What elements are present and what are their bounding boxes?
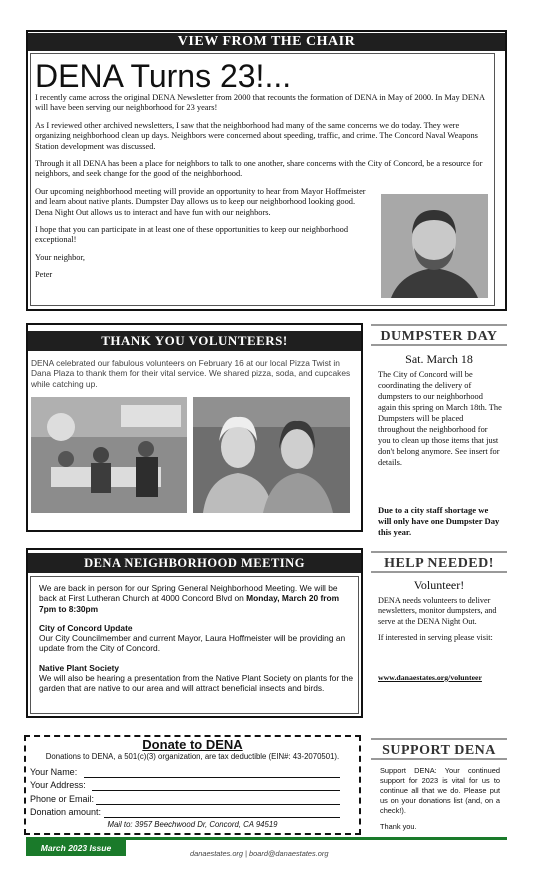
meeting-plant-text: We will also be hearing a presentation from the Native Plant Society on plants for the garden that are native to our area and will attract beneficial insects and birds. [39, 673, 354, 694]
donate-mail-address: Mail to: 3957 Beechwood Dr, Concord, CA 94519 [107, 820, 278, 829]
donate-title: Donate to DENA [142, 737, 243, 752]
chair-paragraph: I recently came across the original DENA Newsletter from 2000 that recounts the formation of DENA in May of 2000. In May DENA will have been serving our neighborhood for 23 years! [35, 93, 485, 113]
chair-paragraph: As I reviewed other archived newsletters, I saw that the neighborhood had many of the same concerns we do today. They were organizing neighborhood clean up days. Neighbors were concerned about speeding, traffic, and crime. The Concord Naval Weapons Station development was discussed. [35, 120, 478, 151]
help-subheader: Volunteer! [413, 578, 465, 592]
help-body [378, 596, 502, 644]
dumpster-notice: Due to a city staff shortage we will only have one Dumpster Day this year. [378, 505, 500, 537]
chair-signature: Peter [35, 270, 53, 280]
dumpster-text: The City of Concord will be coordinating the delivery of dumpsters to our neighborhood again this spring on March 18th. The Dumpsters will be placed throughout the neighborhood for you to clean up those items that just don't belong anymore. See insert for details. [378, 370, 502, 467]
meeting-plant [39, 663, 354, 694]
support-header: SUPPORT DENA [371, 738, 507, 760]
volunteers-text: DENA celebrated our fabulous volunteers on February 16 at our local Pizza Twist in Dana Plaza to thank them for their vital service. We shared pizza, soda, and cupcakes while catching up. [31, 358, 351, 389]
help-text: DENA needs volunteers to deliver newsletters, monitor dumpsters, and serve at the DENA Night Out. [378, 596, 497, 626]
donate-address-field[interactable] [92, 790, 340, 791]
chair-paragraph: I hope that you can participate in at least one of these opportunities to keep our neighborhood exceptional! [35, 225, 349, 245]
help-contact: If interested in serving please visit: [378, 633, 493, 643]
volunteer-party-photo [31, 397, 187, 513]
chair-paragraph: Through it all DENA has been a place for neighbors to talk to one another, share concerns with the City of Concord, be a resource for neighbors, and seek change for the good of the neighborhood. [35, 159, 483, 179]
issue-label: March 2023 Issue [26, 840, 126, 856]
chair-header: VIEW FROM THE CHAIR [28, 33, 505, 51]
donate-contact-label: Phone or Email: [30, 794, 95, 804]
footer-contact: danaestates.org | board@danaestates.org [190, 849, 329, 858]
meeting-update [39, 623, 354, 654]
help-header: HELP NEEDED! [371, 551, 507, 573]
volunteer-link[interactable]: www.danaestates.org/volunteer [378, 673, 482, 682]
donate-name-field[interactable] [84, 777, 340, 778]
dumpster-header: DUMPSTER DAY [371, 324, 507, 346]
chair-signoff: Your neighbor, [35, 252, 85, 262]
donate-address-label: Your Address: [30, 780, 86, 790]
volunteers-header: THANK YOU VOLUNTEERS! [28, 331, 361, 351]
chair-title: DENA Turns 23!... [35, 58, 292, 94]
meeting-update-title: City of Concord Update [39, 622, 133, 633]
support-text: Support DENA: Your continued support for 2023 is vital for us to continue all that we do. Please put us on your donations list (and, on a check!). [380, 766, 500, 815]
meeting-header: DENA NEIGHBORHOOD MEETING [28, 553, 361, 573]
donate-amount-label: Donation amount: [30, 807, 102, 817]
meeting-plant-title: Native Plant Society [39, 662, 120, 673]
donate-contact-field[interactable] [96, 804, 340, 805]
chair-portrait-photo [381, 194, 488, 298]
support-thanks: Thank you. [380, 822, 417, 831]
volunteers-portrait-photo [193, 397, 350, 513]
meeting-update-text: Our City Councilmember and current Mayor, Laura Hoffmeister will be providing an update from the City of Concord. [39, 633, 346, 654]
chair-paragraph: Our upcoming neighborhood meeting will provide an opportunity to hear from Mayor Hoffmeister and learn about native plants. Dumpster Day allows us to keep our neighborhood looking good. Dena Night Out allows us to interact and have fun with our neighbors. [35, 186, 366, 217]
meeting-body [39, 583, 354, 703]
meeting-intro [39, 583, 354, 614]
donate-amount-field[interactable] [104, 817, 340, 818]
donate-name-label: Your Name: [30, 767, 78, 777]
meeting-time: Monday, March 20 from 7pm to 8:30pm [39, 593, 340, 614]
donate-subtitle: Donations to DENA, a 501(c)(3) organization, are tax deductible (EIN#: 43-2070501). [45, 752, 340, 761]
dumpster-date: Sat. March 18 [405, 352, 473, 366]
meeting-intro-text: We are back in person for our Spring General Neighborhood Meeting. We will be back at First Lutheran Church at 4000 Concord Blvd on [39, 583, 338, 604]
support-body [380, 766, 500, 832]
